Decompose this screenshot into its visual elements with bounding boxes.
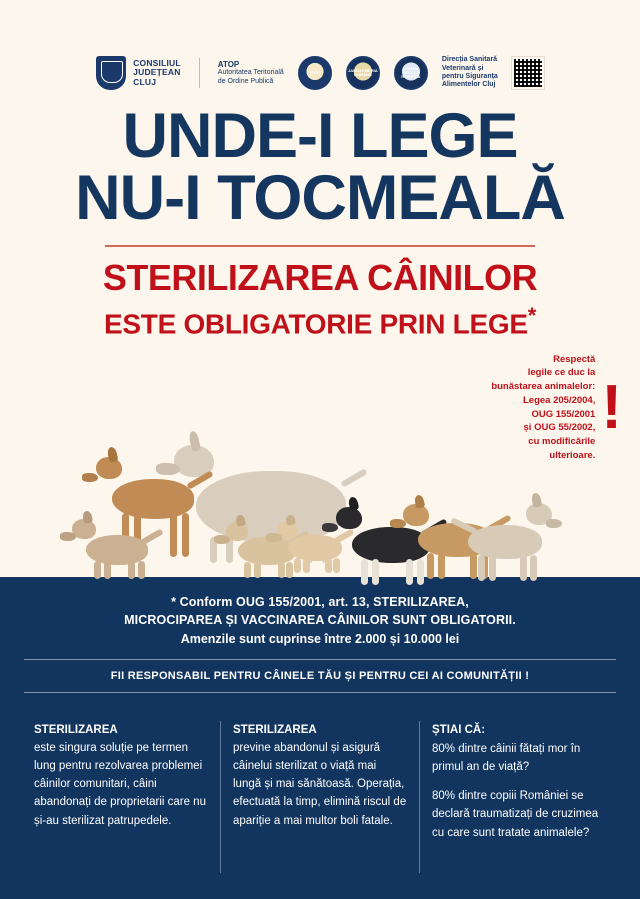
atop-line3: de Ordine Publică [217, 77, 274, 85]
column-3-heading: ȘTIAI CĂ: [432, 723, 486, 736]
headline-line-1: UNDE-I LEGE [122, 101, 518, 171]
headline-line-2: NU-I TOCMEALĂ [75, 163, 565, 234]
logo-divider [199, 58, 200, 88]
band-divider-bottom [24, 692, 616, 693]
cj-line2: JUDEȚEAN [133, 67, 181, 78]
logo-atop [218, 60, 284, 86]
dsv-line1: Direcția Sanitară [441, 56, 498, 64]
column-sterilizarea-1 [22, 721, 220, 873]
responsibility-message: FII RESPONSABIL PENTRU CÂINELE TĂU ȘI PENTRU CEI AI COMUNITĂȚII ! [110, 669, 530, 682]
local-police-seal-icon [394, 56, 428, 90]
column-3-fact-2: 80% dintre copiii României se declară traumatizați de cruzimea cu care sunt tratate animalele? [432, 790, 599, 839]
cluj-crest-icon [96, 56, 126, 90]
gendarmerie-seal-icon [346, 56, 380, 90]
law-line-6: și OUG 55/2002, [523, 422, 596, 434]
dsv-line3: pentru Siguranța [441, 73, 498, 80]
column-3-fact-1: 80% dintre câinii fătați mor în primul an de viață? [432, 742, 581, 774]
exclamation-mark-icon: ! [601, 372, 622, 442]
dog-tan-left [112, 479, 194, 519]
seal3-label: POLIȚIA LOCALĂ ROMÂNIA [401, 66, 421, 79]
dog-mother [196, 471, 346, 543]
column-stiai-ca [419, 721, 618, 873]
dsv-line2: Veterinară și [441, 64, 484, 72]
seal1-label: IGPR [309, 70, 320, 75]
subheadline-line-1: STERILIZAREA CÂINILOR [102, 256, 538, 298]
dsv-line4: Alimentelor Cluj [441, 81, 496, 89]
cj-line1: CONSILIUL [133, 57, 181, 68]
seal2-label: JANDARMERIA ROMÂNĂ [348, 68, 378, 77]
headline-divider [105, 245, 535, 247]
dogs-photo [0, 345, 640, 577]
dog-pale-right [468, 525, 542, 559]
subheadline-asterisk: * [527, 302, 536, 328]
column-1-heading: STERILIZAREA [34, 723, 118, 736]
cj-line3: CLUJ [133, 76, 157, 87]
dog-black-and-white [352, 527, 430, 563]
subheadline-text: ESTE OBLIGATORIE PRIN LEGE [104, 307, 528, 339]
dog-puppy-3 [288, 535, 342, 561]
logo-dsvsa [442, 56, 498, 90]
atop-line2: Autoritatea Teritorială [217, 69, 284, 77]
column-1-body: este singura soluție pe termen lung pentru rezolvarea problemei câinilor comunitari, câini abandonați de proprietarii care nu și-au sterilizat patrupedele. [34, 741, 206, 827]
info-columns [0, 705, 640, 899]
law-line-5: OUG 155/2001 [531, 408, 596, 420]
cj-logo-text [133, 59, 181, 88]
law-line-2: legile ce duc la [527, 367, 596, 379]
subheadline-line-2 [0, 302, 640, 339]
police-seal-icon [298, 56, 332, 90]
dog-puppy-1 [86, 535, 148, 565]
law-line-1: Respectă [553, 353, 596, 365]
legal-band [0, 577, 640, 705]
logo-bar [0, 0, 640, 100]
column-2-heading: STERILIZAREA [233, 723, 317, 736]
band-line-1: * Conform OUG 155/2001, art. 13, STERILIZAREA, [171, 594, 469, 609]
atop-line1: ATOP [217, 59, 240, 69]
law-line-7: cu modificările [528, 436, 596, 448]
band-line-2: MICROCIPAREA ȘI VACCINAREA CÂINILOR SUNT OBLIGATORII. [124, 612, 516, 627]
law-line-4: Legea 205/2004, [522, 394, 596, 406]
law-line-3: bunăstarea animalelor: [491, 381, 596, 393]
column-sterilizarea-2 [220, 721, 419, 873]
qr-code-icon[interactable] [512, 57, 544, 89]
logo-consiliul-judetean-cluj [96, 56, 181, 90]
law-line-8: ulterioare. [549, 449, 596, 461]
band-line-3: Amenzile sunt cuprinse între 2.000 și 10.000 lei [180, 631, 460, 646]
column-2-body: previne abandonul și asigură câinelui sterilizat o viață mai lungă și mai sănătoasă. Operația, efectuată la timp, elimină riscul de apariție a mai multor boli fatale. [233, 741, 407, 827]
